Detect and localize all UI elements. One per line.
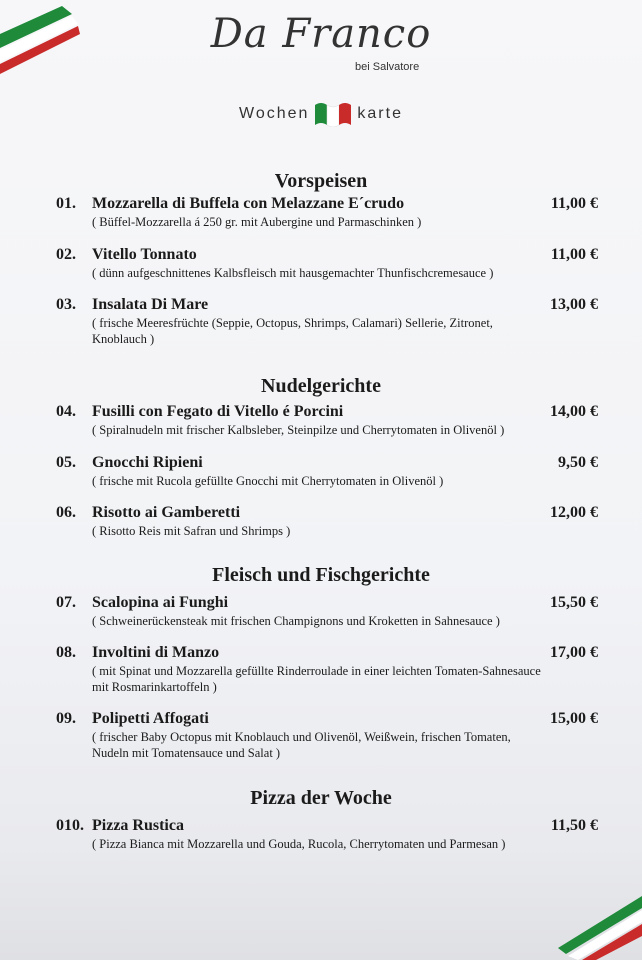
menu-item [56, 453, 598, 489]
item-price: 13,00 € [550, 296, 598, 313]
item-name: Polipetti Affogati [92, 710, 209, 727]
item-number: 03. [56, 296, 76, 313]
weekcard-left-text: Wochen [239, 105, 310, 122]
section-title-vorspeisen: Vorspeisen [274, 170, 368, 192]
item-number: 05. [56, 454, 76, 471]
item-number: 04. [56, 403, 76, 420]
item-name: Mozzarella di Buffela con Melazzane E´crudo [92, 195, 405, 212]
item-name: Involtini di Manzo [92, 644, 220, 661]
menu-item [56, 503, 598, 539]
item-number: 010. [56, 817, 84, 834]
item-description: ( Risotto Reis mit Safran und Shrimps ) [92, 524, 291, 538]
item-number: 02. [56, 246, 76, 263]
item-name: Vitello Tonnato [92, 246, 197, 263]
item-price: 12,00 € [550, 504, 598, 521]
item-description: ( Schweinerückensteak mit frischen Champignons und Kroketten in Sahnesauce ) [92, 614, 500, 628]
item-price: 15,00 € [550, 710, 598, 727]
menu-item [56, 194, 598, 230]
italian-stripes-bottom-right [552, 890, 642, 960]
item-description: ( frische mit Rucola gefüllte Gnocchi mit Cherrytomaten in Olivenöl ) [92, 474, 444, 488]
section-title-pizza: Pizza der Woche [250, 787, 392, 809]
item-description: ( Spiralnudeln mit frischer Kalbsleber, Steinpilze und Cherrytomaten in Olivenöl ) [92, 423, 505, 437]
item-number: 01. [56, 195, 76, 212]
item-name: Scalopina ai Funghi [92, 594, 229, 611]
item-number: 07. [56, 594, 76, 611]
item-price: 11,00 € [550, 246, 598, 263]
item-name: Pizza Rustica [92, 817, 184, 834]
section-title-nudelgerichte: Nudelgerichte [261, 375, 381, 397]
menu-item [56, 643, 598, 695]
item-description: ( dünn aufgeschnittenes Kalbsfleisch mit hausgemachter Thunfischcremesauce ) [92, 266, 494, 280]
item-name: Fusilli con Fegato di Vitello é Porcini [92, 403, 344, 420]
item-price: 15,50 € [550, 594, 598, 611]
menu-item [56, 295, 598, 347]
menu-item [56, 816, 598, 852]
item-price: 9,50 € [558, 454, 598, 471]
menu-item [56, 709, 598, 761]
menu-item [56, 593, 598, 629]
menu-item [56, 245, 598, 281]
item-number: 06. [56, 504, 76, 521]
item-number: 08. [56, 644, 76, 661]
logo-subtitle: bei Salvatore [355, 61, 420, 73]
weekly-menu-heading [0, 101, 642, 127]
item-description: ( mit Spinat und Mozzarella gefüllte Rinderroulade in einer leichten Tomaten-Sahnesauce mit Rosmarinkartoffeln ) [92, 664, 541, 694]
item-description: ( Büffel-Mozzarella á 250 gr. mit Aubergine und Parmaschinken ) [92, 215, 422, 229]
item-price: 11,50 € [550, 817, 598, 834]
item-description: ( frische Meeresfrüchte (Seppie, Octopus, Shrimps, Calamari) Sellerie, Zitronet, Knoblauch ) [92, 316, 493, 346]
item-name: Insalata Di Mare [92, 296, 209, 313]
item-price: 17,00 € [550, 644, 598, 661]
item-name: Risotto ai Gamberetti [92, 504, 241, 521]
item-number: 09. [56, 710, 76, 727]
italian-flag-icon [315, 101, 351, 127]
item-price: 14,00 € [550, 403, 598, 420]
item-description: ( frischer Baby Octopus mit Knoblauch und Olivenöl, Weißwein, frischen Tomaten, Nudeln mit Tomatensauce und Salat ) [92, 730, 511, 760]
logo-title: Da Franco [210, 11, 432, 57]
item-description: ( Pizza Bianca mit Mozzarella und Gouda, Rucola, Cherrytomaten und Parmesan ) [92, 837, 506, 851]
menu-item [56, 402, 598, 438]
weekcard-right-text: karte [357, 105, 403, 122]
item-name: Gnocchi Ripieni [92, 454, 203, 471]
section-title-fleisch-fisch: Fleisch und Fischgerichte [212, 564, 430, 586]
item-price: 11,00 € [550, 195, 598, 212]
restaurant-logo [0, 10, 642, 73]
